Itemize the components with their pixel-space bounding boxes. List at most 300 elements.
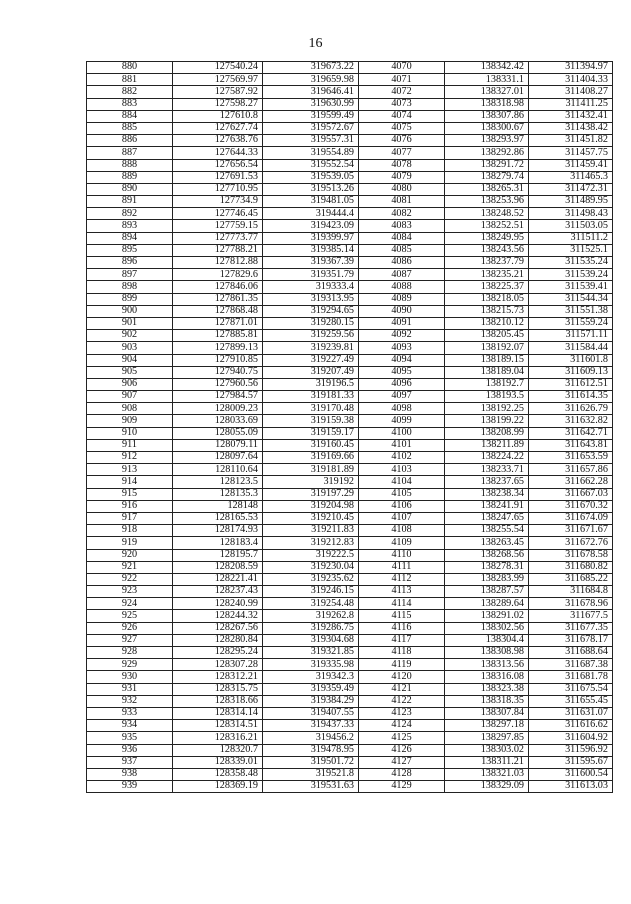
x-coordinate-b-cell: 138235.21 (445, 269, 529, 281)
y-coordinate-b-cell: 311643.81 (529, 439, 613, 451)
y-coordinate-a-cell: 319262.8 (263, 610, 359, 622)
x-coordinate-b-cell: 138307.84 (445, 707, 529, 719)
x-coordinate-a-cell: 128208.59 (173, 561, 263, 573)
point-number-b-cell: 4108 (359, 525, 445, 537)
point-number-b-cell: 4123 (359, 707, 445, 719)
point-number-a-cell: 907 (87, 391, 173, 403)
x-coordinate-b-cell: 138237.65 (445, 476, 529, 488)
y-coordinate-b-cell: 311451.82 (529, 135, 613, 147)
x-coordinate-b-cell: 138247.65 (445, 512, 529, 524)
x-coordinate-a-cell: 128315.75 (173, 683, 263, 695)
x-coordinate-a-cell: 127734.9 (173, 196, 263, 208)
table-row (87, 512, 613, 524)
y-coordinate-b-cell: 311559.24 (529, 317, 613, 329)
x-coordinate-a-cell: 128097.64 (173, 452, 263, 464)
point-number-a-cell: 884 (87, 110, 173, 122)
x-coordinate-b-cell: 138263.45 (445, 537, 529, 549)
y-coordinate-a-cell: 319227.49 (263, 354, 359, 366)
y-coordinate-a-cell: 319501.72 (263, 756, 359, 768)
x-coordinate-a-cell: 127846.06 (173, 281, 263, 293)
y-coordinate-a-cell: 319159.17 (263, 427, 359, 439)
x-coordinate-b-cell: 138300.67 (445, 122, 529, 134)
x-coordinate-b-cell: 138189.15 (445, 354, 529, 366)
point-number-a-cell: 902 (87, 330, 173, 342)
x-coordinate-a-cell: 128009.23 (173, 403, 263, 415)
point-number-b-cell: 4125 (359, 732, 445, 744)
x-coordinate-a-cell: 127540.24 (173, 62, 263, 74)
x-coordinate-a-cell: 127960.56 (173, 378, 263, 390)
y-coordinate-b-cell: 311672.76 (529, 537, 613, 549)
table-row (87, 756, 613, 768)
x-coordinate-b-cell: 138297.85 (445, 732, 529, 744)
table-row (87, 208, 613, 220)
y-coordinate-a-cell: 319160.45 (263, 439, 359, 451)
x-coordinate-b-cell: 138225.37 (445, 281, 529, 293)
point-number-a-cell: 911 (87, 439, 173, 451)
table-row (87, 537, 613, 549)
point-number-a-cell: 900 (87, 305, 173, 317)
y-coordinate-a-cell: 319385.14 (263, 244, 359, 256)
table-row (87, 171, 613, 183)
point-number-a-cell: 905 (87, 366, 173, 378)
x-coordinate-a-cell: 128148 (173, 500, 263, 512)
x-coordinate-b-cell: 138192.7 (445, 378, 529, 390)
point-number-b-cell: 4074 (359, 110, 445, 122)
y-coordinate-a-cell: 319599.49 (263, 110, 359, 122)
x-coordinate-b-cell: 138289.64 (445, 598, 529, 610)
table-row (87, 135, 613, 147)
table-row (87, 62, 613, 74)
y-coordinate-a-cell: 319646.41 (263, 86, 359, 98)
y-coordinate-a-cell: 319554.89 (263, 147, 359, 159)
x-coordinate-b-cell: 138321.03 (445, 768, 529, 780)
x-coordinate-a-cell: 128110.64 (173, 464, 263, 476)
y-coordinate-b-cell: 311609.13 (529, 366, 613, 378)
y-coordinate-a-cell: 319673.22 (263, 62, 359, 74)
point-number-a-cell: 913 (87, 464, 173, 476)
y-coordinate-a-cell: 319222.5 (263, 549, 359, 561)
point-number-b-cell: 4127 (359, 756, 445, 768)
point-number-a-cell: 937 (87, 756, 173, 768)
point-number-a-cell: 891 (87, 196, 173, 208)
y-coordinate-b-cell: 311595.67 (529, 756, 613, 768)
x-coordinate-a-cell: 128195.7 (173, 549, 263, 561)
x-coordinate-b-cell: 138252.51 (445, 220, 529, 232)
x-coordinate-a-cell: 128295.24 (173, 647, 263, 659)
point-number-b-cell: 4083 (359, 220, 445, 232)
x-coordinate-b-cell: 138342.42 (445, 62, 529, 74)
x-coordinate-b-cell: 138243.56 (445, 244, 529, 256)
table-row (87, 110, 613, 122)
y-coordinate-a-cell: 319239.81 (263, 342, 359, 354)
point-number-a-cell: 908 (87, 403, 173, 415)
x-coordinate-a-cell: 127587.92 (173, 86, 263, 98)
point-number-a-cell: 888 (87, 159, 173, 171)
y-coordinate-b-cell: 311438.42 (529, 122, 613, 134)
y-coordinate-b-cell: 311667.03 (529, 488, 613, 500)
point-number-a-cell: 901 (87, 317, 173, 329)
point-number-a-cell: 935 (87, 732, 173, 744)
x-coordinate-a-cell: 128174.93 (173, 525, 263, 537)
x-coordinate-b-cell: 138318.98 (445, 98, 529, 110)
y-coordinate-b-cell: 311657.86 (529, 464, 613, 476)
x-coordinate-b-cell: 138249.95 (445, 232, 529, 244)
y-coordinate-a-cell: 319367.39 (263, 257, 359, 269)
point-number-a-cell: 922 (87, 573, 173, 585)
y-coordinate-b-cell: 311653.59 (529, 452, 613, 464)
point-number-a-cell: 938 (87, 768, 173, 780)
point-number-b-cell: 4092 (359, 330, 445, 342)
point-number-b-cell: 4107 (359, 512, 445, 524)
point-number-b-cell: 4073 (359, 98, 445, 110)
y-coordinate-b-cell: 311613.03 (529, 781, 613, 793)
x-coordinate-a-cell: 128369.19 (173, 781, 263, 793)
x-coordinate-a-cell: 128033.69 (173, 415, 263, 427)
y-coordinate-b-cell: 311539.24 (529, 269, 613, 281)
x-coordinate-b-cell: 138291.72 (445, 159, 529, 171)
y-coordinate-a-cell: 319539.05 (263, 171, 359, 183)
x-coordinate-b-cell: 138293.97 (445, 135, 529, 147)
table-row (87, 293, 613, 305)
x-coordinate-a-cell: 127899.13 (173, 342, 263, 354)
point-number-b-cell: 4114 (359, 598, 445, 610)
table-row (87, 732, 613, 744)
point-number-a-cell: 898 (87, 281, 173, 293)
point-number-a-cell: 925 (87, 610, 173, 622)
point-number-a-cell: 930 (87, 671, 173, 683)
table-row (87, 354, 613, 366)
point-number-a-cell: 887 (87, 147, 173, 159)
x-coordinate-a-cell: 128055.09 (173, 427, 263, 439)
x-coordinate-a-cell: 127644.33 (173, 147, 263, 159)
x-coordinate-b-cell: 138210.12 (445, 317, 529, 329)
point-number-b-cell: 4072 (359, 86, 445, 98)
x-coordinate-a-cell: 127598.27 (173, 98, 263, 110)
point-number-a-cell: 929 (87, 659, 173, 671)
y-coordinate-a-cell: 319159.38 (263, 415, 359, 427)
point-number-a-cell: 914 (87, 476, 173, 488)
x-coordinate-a-cell: 127710.95 (173, 183, 263, 195)
point-number-a-cell: 892 (87, 208, 173, 220)
x-coordinate-a-cell: 128358.48 (173, 768, 263, 780)
point-number-b-cell: 4124 (359, 720, 445, 732)
x-coordinate-b-cell: 138192.25 (445, 403, 529, 415)
point-number-a-cell: 883 (87, 98, 173, 110)
y-coordinate-a-cell: 319211.83 (263, 525, 359, 537)
point-number-a-cell: 897 (87, 269, 173, 281)
point-number-b-cell: 4077 (359, 147, 445, 159)
point-number-a-cell: 895 (87, 244, 173, 256)
table-row (87, 391, 613, 403)
point-number-b-cell: 4087 (359, 269, 445, 281)
y-coordinate-a-cell: 319169.66 (263, 452, 359, 464)
x-coordinate-a-cell: 128079.11 (173, 439, 263, 451)
y-coordinate-a-cell: 319304.68 (263, 634, 359, 646)
x-coordinate-b-cell: 138313.56 (445, 659, 529, 671)
table-row (87, 720, 613, 732)
y-coordinate-b-cell: 311680.82 (529, 561, 613, 573)
x-coordinate-a-cell: 127759.15 (173, 220, 263, 232)
point-number-a-cell: 890 (87, 183, 173, 195)
point-number-b-cell: 4082 (359, 208, 445, 220)
y-coordinate-b-cell: 311642.71 (529, 427, 613, 439)
point-number-b-cell: 4119 (359, 659, 445, 671)
y-coordinate-b-cell: 311616.62 (529, 720, 613, 732)
y-coordinate-b-cell: 311408.27 (529, 86, 613, 98)
point-number-a-cell: 909 (87, 415, 173, 427)
point-number-a-cell: 904 (87, 354, 173, 366)
y-coordinate-b-cell: 311432.41 (529, 110, 613, 122)
x-coordinate-a-cell: 127812.88 (173, 257, 263, 269)
page-number: 16 (308, 36, 323, 51)
x-coordinate-a-cell: 127773.77 (173, 232, 263, 244)
table-row (87, 695, 613, 707)
point-number-b-cell: 4093 (359, 342, 445, 354)
y-coordinate-b-cell: 311489.95 (529, 196, 613, 208)
y-coordinate-a-cell: 319210.45 (263, 512, 359, 524)
point-number-b-cell: 4122 (359, 695, 445, 707)
point-number-a-cell: 921 (87, 561, 173, 573)
point-number-b-cell: 4105 (359, 488, 445, 500)
x-coordinate-b-cell: 138199.22 (445, 415, 529, 427)
y-coordinate-b-cell: 311539.41 (529, 281, 613, 293)
table-row (87, 781, 613, 793)
x-coordinate-b-cell: 138279.74 (445, 171, 529, 183)
y-coordinate-a-cell: 319333.4 (263, 281, 359, 293)
y-coordinate-b-cell: 311457.75 (529, 147, 613, 159)
point-number-a-cell: 934 (87, 720, 173, 732)
table-row (87, 573, 613, 585)
x-coordinate-b-cell: 138255.54 (445, 525, 529, 537)
y-coordinate-a-cell: 319557.31 (263, 135, 359, 147)
y-coordinate-a-cell: 319254.48 (263, 598, 359, 610)
y-coordinate-b-cell: 311678.58 (529, 549, 613, 561)
table-row (87, 366, 613, 378)
x-coordinate-b-cell: 138218.05 (445, 293, 529, 305)
point-number-a-cell: 906 (87, 378, 173, 390)
point-number-b-cell: 4095 (359, 366, 445, 378)
y-coordinate-a-cell: 319212.83 (263, 537, 359, 549)
y-coordinate-b-cell: 311394.97 (529, 62, 613, 74)
y-coordinate-b-cell: 311571.11 (529, 330, 613, 342)
y-coordinate-a-cell: 319197.29 (263, 488, 359, 500)
x-coordinate-b-cell: 138291.02 (445, 610, 529, 622)
point-number-a-cell: 918 (87, 525, 173, 537)
x-coordinate-a-cell: 127984.57 (173, 391, 263, 403)
y-coordinate-a-cell: 319192 (263, 476, 359, 488)
y-coordinate-a-cell: 319280.15 (263, 317, 359, 329)
y-coordinate-b-cell: 311674.09 (529, 512, 613, 524)
y-coordinate-a-cell: 319286.75 (263, 622, 359, 634)
point-number-b-cell: 4098 (359, 403, 445, 415)
y-coordinate-a-cell: 319456.2 (263, 732, 359, 744)
table-row (87, 610, 613, 622)
table-row (87, 659, 613, 671)
point-number-a-cell: 896 (87, 257, 173, 269)
x-coordinate-b-cell: 138327.01 (445, 86, 529, 98)
y-coordinate-a-cell: 319294.65 (263, 305, 359, 317)
point-number-b-cell: 4128 (359, 768, 445, 780)
x-coordinate-b-cell: 138307.86 (445, 110, 529, 122)
y-coordinate-a-cell: 319351.79 (263, 269, 359, 281)
x-coordinate-a-cell: 127656.54 (173, 159, 263, 171)
table-row (87, 464, 613, 476)
table-row (87, 147, 613, 159)
y-coordinate-a-cell: 319513.26 (263, 183, 359, 195)
y-coordinate-a-cell: 319259.56 (263, 330, 359, 342)
table-row (87, 671, 613, 683)
table-row (87, 196, 613, 208)
table-row (87, 549, 613, 561)
y-coordinate-a-cell: 319531.63 (263, 781, 359, 793)
y-coordinate-a-cell: 319407.55 (263, 707, 359, 719)
point-number-b-cell: 4118 (359, 647, 445, 659)
x-coordinate-b-cell: 138292.86 (445, 147, 529, 159)
point-number-b-cell: 4094 (359, 354, 445, 366)
point-number-a-cell: 881 (87, 74, 173, 86)
table-row (87, 452, 613, 464)
x-coordinate-b-cell: 138224.22 (445, 452, 529, 464)
y-coordinate-a-cell: 319478.95 (263, 744, 359, 756)
y-coordinate-a-cell: 319359.49 (263, 683, 359, 695)
x-coordinate-a-cell: 128314.51 (173, 720, 263, 732)
point-number-b-cell: 4109 (359, 537, 445, 549)
y-coordinate-b-cell: 311465.3 (529, 171, 613, 183)
point-number-b-cell: 4089 (359, 293, 445, 305)
x-coordinate-b-cell: 138193.5 (445, 391, 529, 403)
point-number-b-cell: 4101 (359, 439, 445, 451)
point-number-a-cell: 928 (87, 647, 173, 659)
y-coordinate-b-cell: 311678.96 (529, 598, 613, 610)
x-coordinate-b-cell: 138283.99 (445, 573, 529, 585)
x-coordinate-b-cell: 138308.98 (445, 647, 529, 659)
point-number-b-cell: 4071 (359, 74, 445, 86)
y-coordinate-a-cell: 319170.48 (263, 403, 359, 415)
point-number-b-cell: 4110 (359, 549, 445, 561)
x-coordinate-b-cell: 138241.91 (445, 500, 529, 512)
x-coordinate-b-cell: 138211.89 (445, 439, 529, 451)
table-row (87, 707, 613, 719)
point-number-a-cell: 924 (87, 598, 173, 610)
point-number-a-cell: 927 (87, 634, 173, 646)
x-coordinate-b-cell: 138265.31 (445, 183, 529, 195)
y-coordinate-a-cell: 319321.85 (263, 647, 359, 659)
x-coordinate-b-cell: 138278.31 (445, 561, 529, 573)
x-coordinate-a-cell: 127861.35 (173, 293, 263, 305)
x-coordinate-a-cell: 127885.81 (173, 330, 263, 342)
y-coordinate-b-cell: 311601.8 (529, 354, 613, 366)
point-number-b-cell: 4100 (359, 427, 445, 439)
point-number-b-cell: 4116 (359, 622, 445, 634)
x-coordinate-b-cell: 138297.18 (445, 720, 529, 732)
point-number-a-cell: 894 (87, 232, 173, 244)
y-coordinate-a-cell: 319481.05 (263, 196, 359, 208)
point-number-b-cell: 4113 (359, 586, 445, 598)
x-coordinate-a-cell: 128240.99 (173, 598, 263, 610)
table-row (87, 647, 613, 659)
table-row (87, 439, 613, 451)
point-number-a-cell: 885 (87, 122, 173, 134)
y-coordinate-b-cell: 311498.43 (529, 208, 613, 220)
y-coordinate-a-cell: 319235.62 (263, 573, 359, 585)
x-coordinate-a-cell: 127871.01 (173, 317, 263, 329)
table-row (87, 183, 613, 195)
x-coordinate-b-cell: 138331.1 (445, 74, 529, 86)
coordinates-table-body (87, 62, 613, 793)
point-number-b-cell: 4097 (359, 391, 445, 403)
point-number-b-cell: 4112 (359, 573, 445, 585)
point-number-a-cell: 920 (87, 549, 173, 561)
y-coordinate-b-cell: 311544.34 (529, 293, 613, 305)
table-row (87, 257, 613, 269)
table-row (87, 525, 613, 537)
point-number-a-cell: 939 (87, 781, 173, 793)
y-coordinate-b-cell: 311677.35 (529, 622, 613, 634)
y-coordinate-b-cell: 311685.22 (529, 573, 613, 585)
table-row (87, 586, 613, 598)
table-row (87, 244, 613, 256)
y-coordinate-a-cell: 319204.98 (263, 500, 359, 512)
x-coordinate-a-cell: 128307.28 (173, 659, 263, 671)
y-coordinate-b-cell: 311655.45 (529, 695, 613, 707)
table-row (87, 427, 613, 439)
x-coordinate-b-cell: 138238.34 (445, 488, 529, 500)
y-coordinate-a-cell: 319437.33 (263, 720, 359, 732)
table-row (87, 330, 613, 342)
y-coordinate-b-cell: 311614.35 (529, 391, 613, 403)
x-coordinate-b-cell: 138268.56 (445, 549, 529, 561)
y-coordinate-b-cell: 311525.1 (529, 244, 613, 256)
x-coordinate-b-cell: 138303.02 (445, 744, 529, 756)
y-coordinate-a-cell: 319335.98 (263, 659, 359, 671)
x-coordinate-b-cell: 138318.35 (445, 695, 529, 707)
x-coordinate-b-cell: 138205.45 (445, 330, 529, 342)
x-coordinate-a-cell: 127638.76 (173, 135, 263, 147)
x-coordinate-b-cell: 138253.96 (445, 196, 529, 208)
point-number-a-cell: 882 (87, 86, 173, 98)
point-number-b-cell: 4129 (359, 781, 445, 793)
point-number-a-cell: 923 (87, 586, 173, 598)
point-number-b-cell: 4102 (359, 452, 445, 464)
x-coordinate-a-cell: 128314.14 (173, 707, 263, 719)
table-row (87, 598, 613, 610)
y-coordinate-b-cell: 311662.28 (529, 476, 613, 488)
table-row (87, 744, 613, 756)
point-number-b-cell: 4081 (359, 196, 445, 208)
x-coordinate-a-cell: 127610.8 (173, 110, 263, 122)
point-number-b-cell: 4106 (359, 500, 445, 512)
point-number-b-cell: 4091 (359, 317, 445, 329)
x-coordinate-a-cell: 127788.21 (173, 244, 263, 256)
y-coordinate-a-cell: 319246.15 (263, 586, 359, 598)
table-row (87, 683, 613, 695)
point-number-a-cell: 936 (87, 744, 173, 756)
x-coordinate-a-cell: 128318.66 (173, 695, 263, 707)
x-coordinate-a-cell: 127569.97 (173, 74, 263, 86)
x-coordinate-a-cell: 127868.48 (173, 305, 263, 317)
y-coordinate-a-cell: 319659.98 (263, 74, 359, 86)
point-number-a-cell: 899 (87, 293, 173, 305)
x-coordinate-b-cell: 138316.08 (445, 671, 529, 683)
table-row (87, 634, 613, 646)
x-coordinate-b-cell: 138323.38 (445, 683, 529, 695)
point-number-b-cell: 4084 (359, 232, 445, 244)
x-coordinate-b-cell: 138287.57 (445, 586, 529, 598)
point-number-b-cell: 4090 (359, 305, 445, 317)
y-coordinate-b-cell: 311632.82 (529, 415, 613, 427)
y-coordinate-a-cell: 319181.89 (263, 464, 359, 476)
x-coordinate-a-cell: 128165.53 (173, 512, 263, 524)
